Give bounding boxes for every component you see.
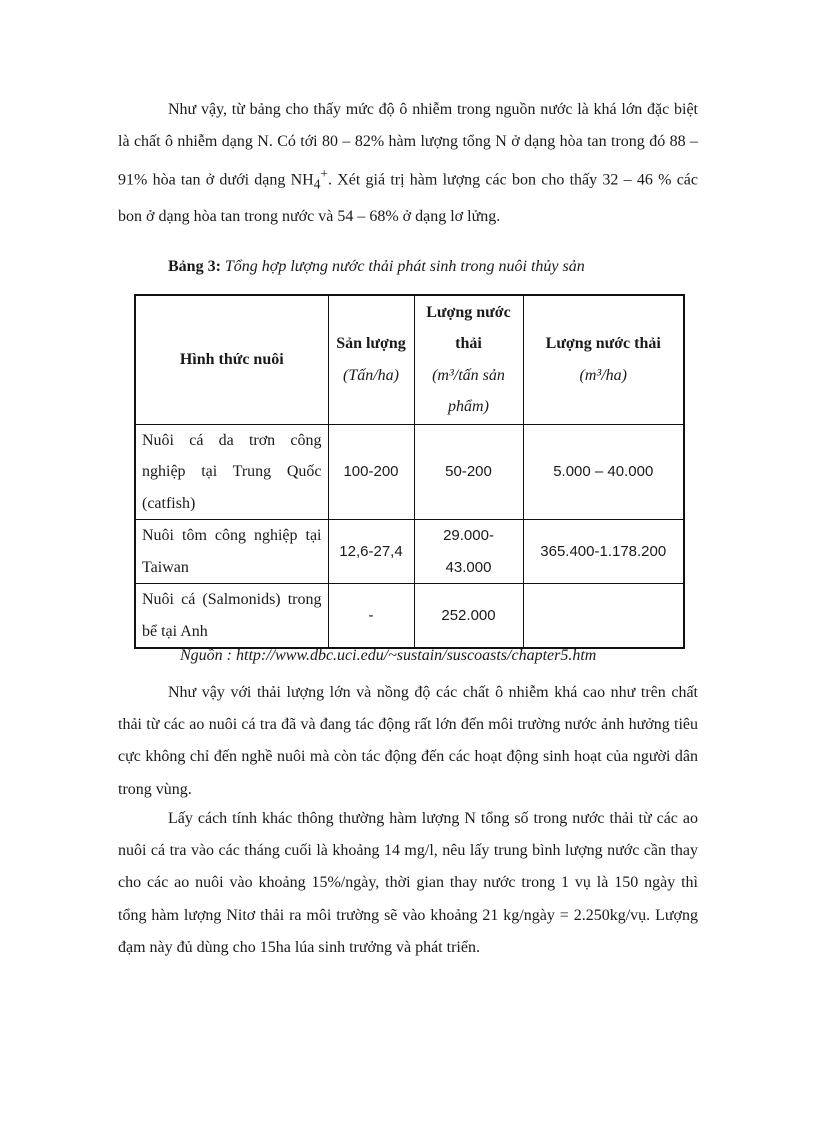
cell-per-ha <box>523 584 684 649</box>
subscript: 4 <box>313 176 321 192</box>
cell-per-ton: 29.000-43.000 <box>414 520 523 584</box>
table-header-row <box>135 295 684 424</box>
superscript: + <box>320 166 328 182</box>
paragraph-nitrogen-calculation: Lấy cách tính khác thông thường hàm lượng N tổng số trong nước thải từ các ao nuôi cá tra vào các tháng cuối là khoảng 14 mg/l, nêu lấy trung bình lượng nước cần thay cho các ao nuôi vào khoảng 15%/ngày, thời gian thay nước trong 1 vụ là 150 ngày thì tổng hàm lượng Nitơ thải ra môi trường sẽ vào khoảng 21 kg/ngày = 2.250kg/vụ. Lượng đạm này đủ dùng cho 15ha lúa sinh trưởng và phát triển. <box>118 810 698 956</box>
cell-yield: 100-200 <box>328 424 414 520</box>
paragraph-pollution-level <box>118 94 698 233</box>
cell-form: Nuôi tôm công nghiệp tại Taiwan <box>135 520 328 584</box>
cell-per-ha: 5.000 – 40.000 <box>523 424 684 520</box>
cell-yield: 12,6-27,4 <box>328 520 414 584</box>
header-farming-form: Hình thức nuôi <box>135 295 328 424</box>
table-row <box>135 584 684 649</box>
table-row <box>135 520 684 584</box>
paragraph-text: Như vậy, từ bảng cho thấy mức độ ô nhiễm trong nguồn nước là khá lớn đặc biệt là chất ô nhiễm dạng N. Có tới 80 – 82% hàm lượng tổng N ở dạng hòa tan trong đó 88 – 91% hòa tan ở dưới dạng NH <box>118 101 698 189</box>
table-caption-label: Bảng 3: <box>168 258 221 275</box>
cell-yield: - <box>328 584 414 649</box>
paragraph-text: . Xét giá trị hàm lượng các bon cho thấy 32 – 46 % các bon ở dạng hòa tan trong nước và 54 – 68% ở dạng lơ lửng. <box>118 171 699 226</box>
table-caption <box>168 258 585 276</box>
cell-form: Nuôi cá da trơn công nghiệp tại Trung Quốc (catfish) <box>135 424 328 520</box>
table-caption-title: Tổng hợp lượng nước thải phát sinh trong nuôi thủy sản <box>224 258 585 275</box>
header-wastewater-per-ha: Lượng nước thải (m³/ha) <box>523 295 684 424</box>
header-wastewater-per-ton: Lượng nước thải (m³/tấn sản phẩm) <box>414 295 523 424</box>
cell-per-ton: 252.000 <box>414 584 523 649</box>
table-row <box>135 424 684 520</box>
cell-form: Nuôi cá (Salmonids) trong bể tại Anh <box>135 584 328 649</box>
cell-per-ha: 365.400-1.178.200 <box>523 520 684 584</box>
table-source: Nguồn : http://www.dbc.uci.edu/~sustain/suscoasts/chapter5.htm <box>180 647 597 664</box>
paragraph-impact: Như vậy với thải lượng lớn và nồng độ các chất ô nhiễm khá cao như trên chất thải từ các ao nuôi cá tra đã và đang tác động rất lớn đến môi trường nước ảnh hưởng tiêu cực không chỉ đến nghề nuôi mà còn tác động đến các hoạt động sinh hoạt của người dân trong vùng. <box>118 684 698 798</box>
header-yield: Sản lượng (Tấn/ha) <box>328 295 414 424</box>
cell-per-ton: 50-200 <box>414 424 523 520</box>
wastewater-table <box>134 294 685 649</box>
